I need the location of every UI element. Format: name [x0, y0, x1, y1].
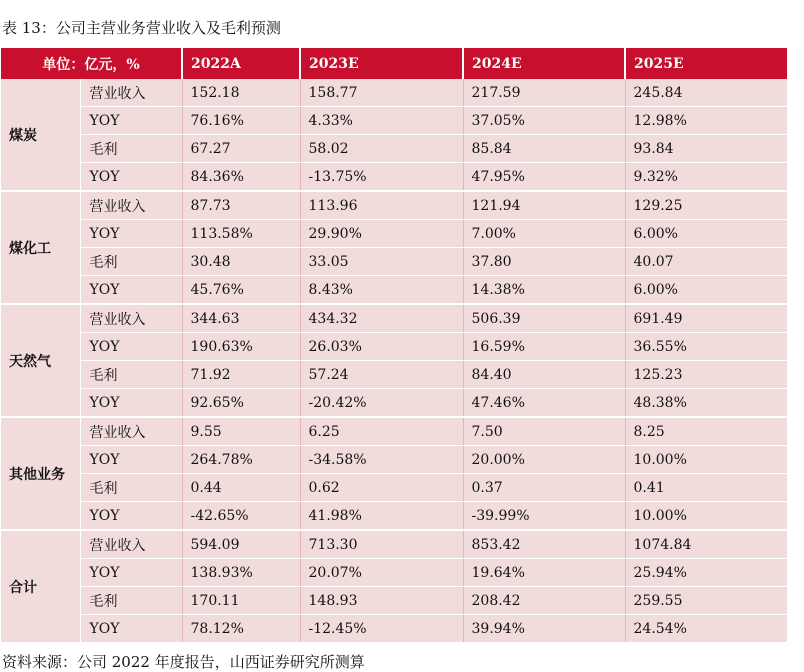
value-cell: 67.27 [182, 135, 300, 163]
value-cell: 4.33% [300, 107, 463, 135]
year-header: 2024E [463, 48, 625, 79]
value-cell: 16.59% [463, 333, 625, 361]
metric-cell: 营业收入 [80, 304, 182, 333]
metric-cell: 毛利 [80, 474, 182, 502]
table-row [1, 587, 787, 615]
value-cell: 12.98% [625, 107, 787, 135]
metric-cell: 营业收入 [80, 191, 182, 220]
table-row [1, 389, 787, 418]
value-cell: -20.42% [300, 389, 463, 418]
metric-cell: YOY [80, 107, 182, 135]
category-cell: 天然气 [1, 304, 80, 417]
value-cell: 26.03% [300, 333, 463, 361]
value-cell: 30.48 [182, 248, 300, 276]
metric-cell: YOY [80, 389, 182, 418]
value-cell: 33.05 [300, 248, 463, 276]
source-note: 资料来源：公司 2022 年度报告，山西证券研究所测算 [2, 653, 365, 671]
metric-cell: 毛利 [80, 135, 182, 163]
table-row [1, 191, 787, 220]
value-cell: 208.42 [463, 587, 625, 615]
table-row [1, 276, 787, 305]
category-cell: 煤化工 [1, 191, 80, 304]
header-row [1, 48, 787, 79]
value-cell: 71.92 [182, 361, 300, 389]
value-cell: 9.32% [625, 163, 787, 192]
table-row [1, 474, 787, 502]
value-cell: -39.99% [463, 502, 625, 531]
value-cell: 37.80 [463, 248, 625, 276]
value-cell: 259.55 [625, 587, 787, 615]
value-cell: 6.00% [625, 276, 787, 305]
value-cell: 506.39 [463, 304, 625, 333]
metric-cell: YOY [80, 502, 182, 531]
value-cell: 20.07% [300, 559, 463, 587]
metric-cell: YOY [80, 163, 182, 192]
value-cell: -34.58% [300, 446, 463, 474]
table-row [1, 417, 787, 446]
table-row [1, 79, 787, 107]
metric-cell: YOY [80, 220, 182, 248]
value-cell: 25.94% [625, 559, 787, 587]
value-cell: 93.84 [625, 135, 787, 163]
value-cell: 434.32 [300, 304, 463, 333]
value-cell: 7.00% [463, 220, 625, 248]
value-cell: 0.44 [182, 474, 300, 502]
value-cell: 0.62 [300, 474, 463, 502]
category-cell: 其他业务 [1, 417, 80, 530]
value-cell: 6.00% [625, 220, 787, 248]
value-cell: 37.05% [463, 107, 625, 135]
value-cell: 20.00% [463, 446, 625, 474]
value-cell: 6.25 [300, 417, 463, 446]
value-cell: 47.46% [463, 389, 625, 418]
value-cell: 14.38% [463, 276, 625, 305]
value-cell: 36.55% [625, 333, 787, 361]
table-row [1, 163, 787, 192]
forecast-table [1, 48, 787, 644]
table-title: 表 13：公司主营业务营业收入及毛利预测 [2, 19, 281, 37]
value-cell: 58.02 [300, 135, 463, 163]
table-body [1, 79, 787, 643]
table-row [1, 220, 787, 248]
table-row [1, 333, 787, 361]
value-cell: 40.07 [625, 248, 787, 276]
value-cell: 48.38% [625, 389, 787, 418]
year-header: 2022A [182, 48, 300, 79]
table-row [1, 304, 787, 333]
value-cell: 344.63 [182, 304, 300, 333]
year-header: 2025E [625, 48, 787, 79]
value-cell: 691.49 [625, 304, 787, 333]
value-cell: 24.54% [625, 615, 787, 644]
value-cell: 10.00% [625, 446, 787, 474]
value-cell: 152.18 [182, 79, 300, 107]
value-cell: 7.50 [463, 417, 625, 446]
value-cell: 87.73 [182, 191, 300, 220]
metric-cell: 毛利 [80, 361, 182, 389]
value-cell: 713.30 [300, 530, 463, 559]
category-cell: 合计 [1, 530, 80, 643]
value-cell: 1074.84 [625, 530, 787, 559]
value-cell: 84.36% [182, 163, 300, 192]
value-cell: 47.95% [463, 163, 625, 192]
value-cell: -42.65% [182, 502, 300, 531]
value-cell: 129.25 [625, 191, 787, 220]
metric-cell: 营业收入 [80, 79, 182, 107]
metric-cell: YOY [80, 559, 182, 587]
value-cell: 148.93 [300, 587, 463, 615]
value-cell: 76.16% [182, 107, 300, 135]
metric-cell: YOY [80, 333, 182, 361]
value-cell: -12.45% [300, 615, 463, 644]
value-cell: 57.24 [300, 361, 463, 389]
value-cell: 245.84 [625, 79, 787, 107]
table-row [1, 559, 787, 587]
value-cell: 0.37 [463, 474, 625, 502]
metric-cell: 营业收入 [80, 530, 182, 559]
value-cell: 113.96 [300, 191, 463, 220]
value-cell: 92.65% [182, 389, 300, 418]
value-cell: 113.58% [182, 220, 300, 248]
table-row [1, 446, 787, 474]
year-header: 2023E [300, 48, 463, 79]
table-row [1, 361, 787, 389]
value-cell: 121.94 [463, 191, 625, 220]
category-cell: 煤炭 [1, 79, 80, 191]
value-cell: 41.98% [300, 502, 463, 531]
value-cell: 217.59 [463, 79, 625, 107]
metric-cell: 毛利 [80, 587, 182, 615]
value-cell: 8.25 [625, 417, 787, 446]
metric-cell: YOY [80, 276, 182, 305]
value-cell: 45.76% [182, 276, 300, 305]
table-row [1, 502, 787, 531]
value-cell: 853.42 [463, 530, 625, 559]
table-row [1, 135, 787, 163]
value-cell: 138.93% [182, 559, 300, 587]
value-cell: 190.63% [182, 333, 300, 361]
value-cell: 9.55 [182, 417, 300, 446]
value-cell: 78.12% [182, 615, 300, 644]
value-cell: 10.00% [625, 502, 787, 531]
value-cell: -13.75% [300, 163, 463, 192]
table-row [1, 107, 787, 135]
table-row [1, 248, 787, 276]
value-cell: 39.94% [463, 615, 625, 644]
unit-header: 单位：亿元，% [1, 48, 182, 79]
value-cell: 158.77 [300, 79, 463, 107]
value-cell: 0.41 [625, 474, 787, 502]
metric-cell: 毛利 [80, 248, 182, 276]
value-cell: 170.11 [182, 587, 300, 615]
table-row [1, 530, 787, 559]
metric-cell: YOY [80, 446, 182, 474]
value-cell: 125.23 [625, 361, 787, 389]
table-row [1, 615, 787, 644]
value-cell: 84.40 [463, 361, 625, 389]
metric-cell: YOY [80, 615, 182, 644]
value-cell: 8.43% [300, 276, 463, 305]
value-cell: 594.09 [182, 530, 300, 559]
value-cell: 264.78% [182, 446, 300, 474]
value-cell: 85.84 [463, 135, 625, 163]
value-cell: 29.90% [300, 220, 463, 248]
metric-cell: 营业收入 [80, 417, 182, 446]
value-cell: 19.64% [463, 559, 625, 587]
